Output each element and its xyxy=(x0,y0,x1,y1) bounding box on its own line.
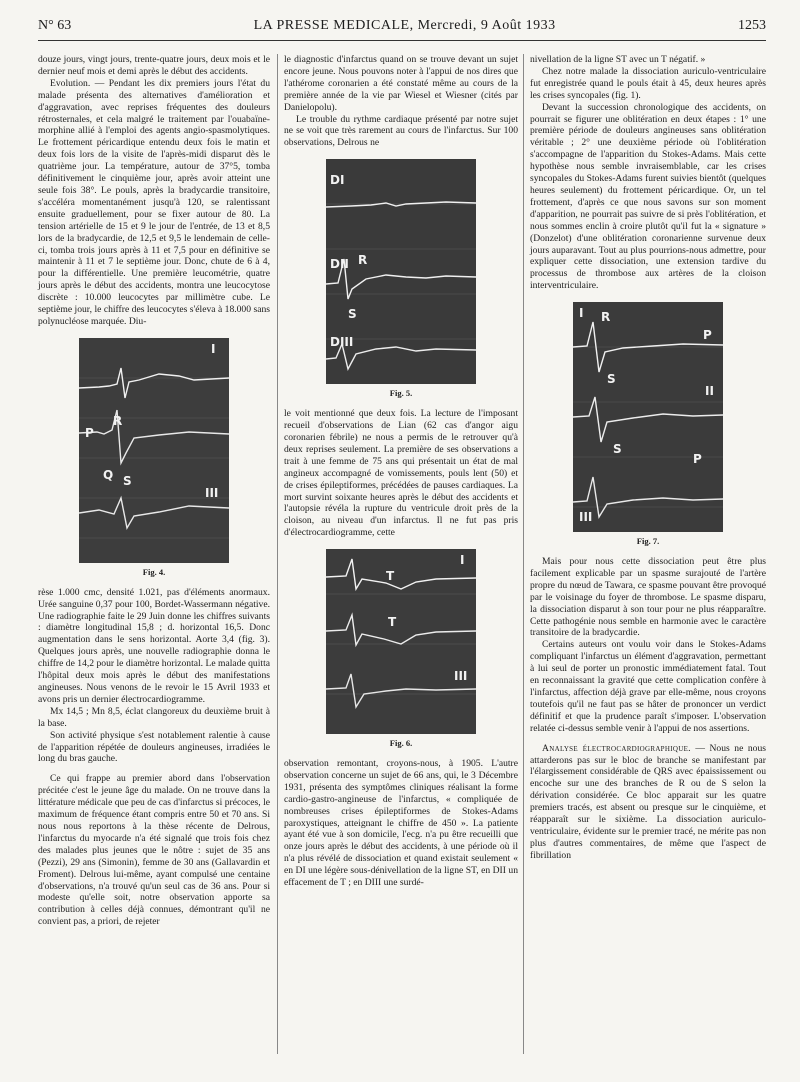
column-divider xyxy=(523,54,524,1054)
trace-label: II xyxy=(705,384,714,399)
paragraph: Son activité physique s'est notablement ralentie à cause de l'apparition répétée de douleurs angineuses, irradiées le long du bras gauche. xyxy=(38,729,270,765)
trace-label: I xyxy=(211,341,216,356)
paragraph xyxy=(530,743,766,862)
column-1 xyxy=(38,54,270,928)
paragraph: observation remontant, croyons-nous, à 1905. L'autre observation concerne un sujet de 66 ans, qui, le 3 Décembre 1931, présenta des symptômes cliniques réalisant la forme cardio-gastro-angineuse de l'infarctus, « compliquée de nombreuses crises épileptiformes de Stokes-Adams paroxystiques, atteignant le chiffre de 450 ». La patiente ayant été vue à son domicile, l'ecg. n'a pu être recueilli que onze jours après le début des accidents, à une période où il n'a plus révélé de dissociation et quand existait seulement « en DI une légère sous-dénivellation de la ligne ST, en DII un effacement de T ; en DIII une surdé- xyxy=(284,758,518,889)
trace-label: DI xyxy=(330,173,345,188)
column-3 xyxy=(530,54,766,862)
paragraph: Mx 14,5 ; Mn 8,5, éclat clangoreux du deuxième bruit à la base. xyxy=(38,705,270,729)
paragraph: Mais pour nous cette dissociation peut être plus facilement explicable par un spasme surajouté de l'artère propre du nœud de Tawara, ce spasme pouvant être provoqué par le voisinage du foyer de thrombose. Le spasme disparu, la dissociation disparut à son tour pour ne plus réapparaître. Cette pathogénie nous semble en harmonie avec le caractère transitoire de la bradycardie. xyxy=(530,556,766,639)
trace-label: T xyxy=(386,569,395,584)
paragraph: le voit mentionné que deux fois. La lecture de l'imposant recueil d'observations de Lian (62 cas d'angor aigu coronarien fébrile) ne nous a permis de le retrouver qu'à deux reprises seulement. La première de ses observations a trait à une femme de 75 ans qui présentait un état de mal angineux accompagné de vomissements, pouls lent (50) et de crises épileptiformes, précédées de pauses cardiaques. La mort survint soixante heures après le début des accidents et l'autopsie révéla la rupture du ventricule droit près de la cloison, au niveau d'un infarctus. Il ne fut pas pris d'électrocardiogramme, cette xyxy=(284,408,518,539)
trace-label: R xyxy=(601,310,611,325)
trace-label: S xyxy=(348,307,357,322)
trace-label: S xyxy=(613,442,622,457)
trace-label: S xyxy=(123,473,132,488)
figure-6-ecg xyxy=(326,549,476,734)
ecg-trace-image xyxy=(326,159,476,384)
column-divider xyxy=(277,54,278,1054)
page-header xyxy=(38,18,766,41)
paragraph: Evolution. — Pendant les dix premiers jours l'état du malade présenta des alternatives d'amélioration et d'aggravation, avec reprises fréquentes des douleurs rétrosternales, et cela malgré le traitement par l'ouabaïne-morphine allié à l'emploi des agents angio-spasmolytiques. Le frottement péricardique entendu deux fois le matin et deux fois lors de la visite de l'après-midi disparut dès le quatrième jour. La température, autour de 37°5, tomba définitivement le cinquième jour, après avoir atteint une seule fois 38°. Le pouls, après la bradycardie transitoire, s'accéléra momentanément jusqu'à 120, se ralentissant ensuite graduellement, pour se fixer autour de 80. La tension artérielle de 15 et 9 le jour de l'entrée, de 13 et 8,5 lors de la bradycardie, de 12,5 et 9,5 le lendemain de celle-ci, tomba trois jours après à 11 et 7,5 pour en définitive se maintenir à 11 et 7 le septième jour. Donc, chute de 6 à 4, pour la différentielle. Une première leucométrie, quatre jours après le début des accidents, montra une leucocytose discrète : 10.000 leucocytes par millimètre cube. Le septième jour, le chiffre des leucocytes s'éleva à 18.000 sans polynucléose marquée. Diu- xyxy=(38,77,270,327)
trace-label: I xyxy=(579,306,584,321)
section-heading: Analyse électrocardiographique. xyxy=(542,742,691,754)
trace-label: P xyxy=(85,425,94,440)
trace-label: R xyxy=(113,413,123,428)
trace-label: III xyxy=(579,510,593,525)
trace-label: DIII xyxy=(330,335,354,350)
paragraph: nivellation de la ligne ST avec un T négatif. » xyxy=(530,54,706,65)
trace-label: P xyxy=(703,328,712,343)
trace-label: III xyxy=(205,485,219,500)
paragraph: Chez notre malade la dissociation auriculo-ventriculaire fut enregistrée quand le pouls était à 45, deux heures après les crises syncopales (fig. 1). xyxy=(530,65,766,101)
paragraph: rèse 1.000 cmc, densité 1.021, pas d'éléments anormaux. Urée sanguine 0,37 pour 100, Bordet-Wassermann négative. Une radiographie faite le 29 Juin donne les chiffres suivants : diamètre longitudinal 15,8 ; d. horizontal 16,5. Donc augmentation dans le sens horizontal. Aorte 3,4 (fig. 3). Quelques jours après, une nouvelle radiographie donna le chiffre de 14,2 pour le diamètre horizontal. Le malade quitta l'hôpital deux mois après le début des manifestations angineuses. Nous venons de le revoir le 15 Avril 1933 et avons pris un dernier électrocardiogramme. xyxy=(38,586,270,705)
figure-caption: Fig. 7. xyxy=(636,536,660,547)
issue-number: N° 63 xyxy=(38,18,72,33)
paragraph: Certains auteurs ont voulu voir dans le Stokes-Adams compliquant l'infarctus un élément d'aggravation, permettant à lui seul de porter un pronostic immédiatement fatal. Tout en reconnaissant la gravité que cette complication confère à l'infarctus, affection déjà grave par elle-même, nous croyons toutefois qu'il ne faut pas se hâter de prononcer un verdict définitif et que la prudence paraît s'imposer. L'observation relatée ci-dessus semble venir à l'appui de nos assertions. xyxy=(530,639,766,734)
ecg-trace-image xyxy=(573,302,723,532)
paragraph: le diagnostic d'infarctus quand on se trouve devant un sujet encore jeune. Nous pouvons noter à l'appui de nos dires que l'athérome coronarien a été constaté même au cours de la première année de la vie par Wiesel et Wiesner (cités par Danielopolu). xyxy=(284,54,518,113)
trace-label: III xyxy=(454,669,468,684)
figure-7-ecg xyxy=(573,302,723,532)
ecg-trace-image xyxy=(326,549,476,734)
figure-caption: Fig. 4. xyxy=(142,566,166,577)
trace-label: I xyxy=(460,553,465,568)
trace-label: T xyxy=(388,615,397,630)
figure-caption: Fig. 6. xyxy=(389,738,413,749)
trace-label: S xyxy=(607,372,616,387)
paragraph: douze jours, vingt jours, trente-quatre jours, deux mois et le dernier neuf mois et demi après le début des accidents. xyxy=(38,54,270,77)
column-2 xyxy=(284,54,518,889)
paragraph: Devant la succession chronologique des accidents, on pourrait se figurer une oblitération en deux étapes : 1° une première période de douleurs angineuses sans oblitération véritable ; 2° une deuxième période où l'oblitération s'accompagne de l'apparition du Stokes-Adams. Mais cette hypothèse nous semble invraisemblable, car les crises syncopales du Stokes-Adams furent suivies bientôt (quelques heures seulement) du frottement péricardique. Or, un tel frottement, d'après ce que nous savons sur son moment d'apparition, ne pourrait pas suivre de si près l'oblitération, et nous sommes enclin à croire plutôt qu'il fut la « signature » (Donzelot) d'une oblitération coronarienne survenue deux jours auparavant. Tout au plus pourrions-nous admettre, pour expliquer cette dissociation, une extension tardive du processus de thrombose aux artères de la cloison interventriculaire. xyxy=(530,101,766,292)
ecg-trace-image xyxy=(79,338,229,563)
paragraph: Le trouble du rythme cardiaque présenté par notre sujet ne se voit que très rarement au cours de l'infarctus. Sur 100 observations, Delrous ne xyxy=(284,113,518,149)
trace-label: DII xyxy=(330,257,349,272)
paragraph-text: — Nous ne nous attarderons pas sur le bloc de branche se manifestant par l'élargissement considérable de QRS avec épaississement ou encoche sur une des branches de R ou de S selon la dérivation considérée. Ce bloc apparait sur les quatre premiers tracés, est absent ou presque sur le cinquième, et réapparaît sur le sixième. La dissociation auriculo-ventriculaire, évidente sur le premier tracé, ne mérite pas non plus d'autres commentaires, de même que l'aspect de fibrillation xyxy=(530,742,766,861)
figure-4-ecg xyxy=(79,338,229,563)
trace-label: Q xyxy=(103,467,114,482)
figure-caption: Fig. 5. xyxy=(389,388,413,399)
figure-5-ecg xyxy=(326,159,476,384)
trace-label: R xyxy=(358,253,368,268)
page-number: 1253 xyxy=(737,18,766,33)
trace-label: P xyxy=(693,452,702,467)
journal-title: LA PRESSE MEDICALE, Mercredi, 9 Août 1933 xyxy=(253,18,556,33)
paragraph: Ce qui frappe au premier abord dans l'observation précitée c'est le jeune âge du malade. On ne trouve dans la littérature médicale que peu de cas d'infarctus si précoces, le maximum de fréquence étant compris entre 50 et 70 ans. Si nous nous reportons à la thèse récente de Delrous, l'infarctus du myocarde n'a été signalé que trois fois chez des malades plus jeunes que le nôtre : sujet de 35 ans (Pezzi), 29 ans (Simonin), femme de 30 ans (Gallavardin et Froment). Delrous lui-même, ayant compulsé une centaine d'observations, n'a trouvé qu'un seul cas de 36 ans. Pour si modeste qu'elle soit, notre observation apporte sa contribution à celles déjà connues, démontrant qu'il ne convient pas, a priori, de rejeter xyxy=(38,773,270,928)
